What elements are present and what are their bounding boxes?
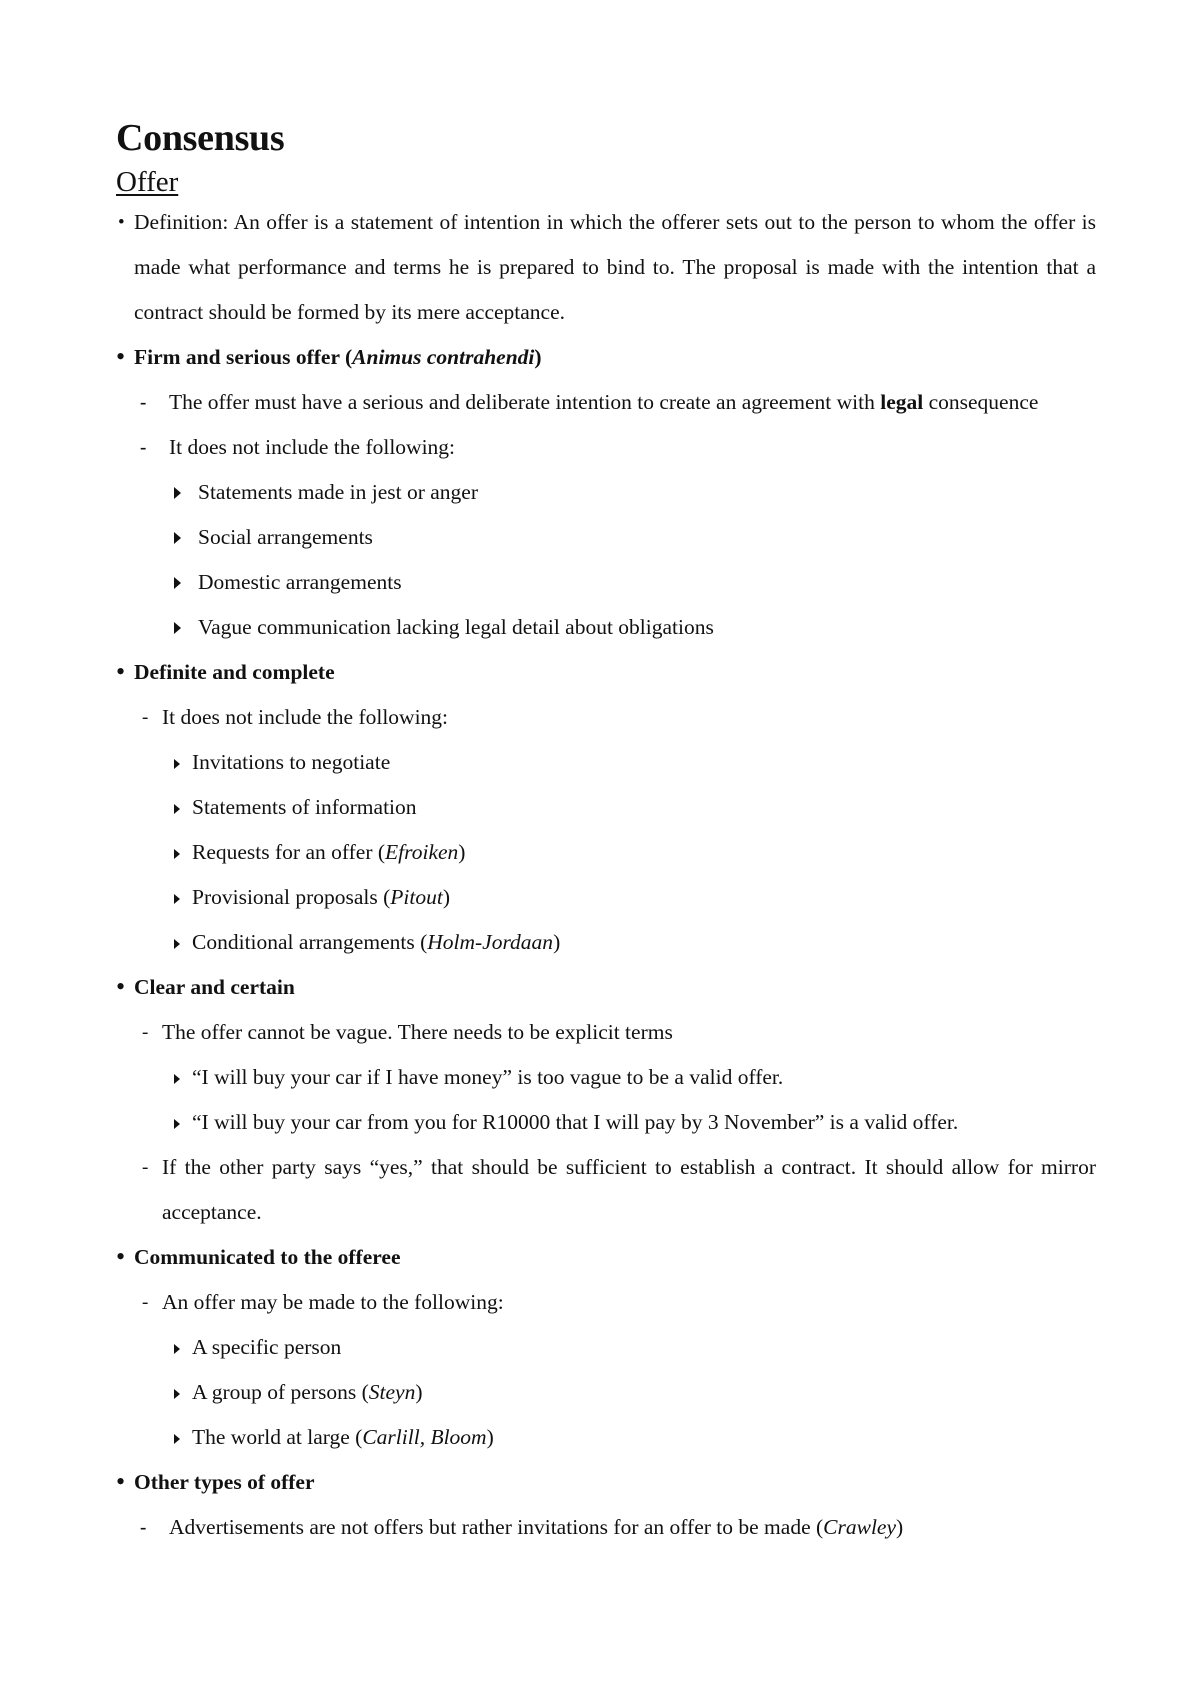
criterion-clear	[116, 965, 1096, 1010]
list-item-text: Statements of information	[192, 795, 417, 819]
criterion-communicated	[116, 1235, 1096, 1280]
definition-item	[116, 200, 1096, 335]
paren-close: )	[415, 1380, 423, 1404]
triangle-bullet-icon	[174, 1370, 180, 1415]
triangle-bullet-icon	[174, 920, 180, 965]
case-name: Pitout	[390, 885, 443, 909]
dash-marker: -	[142, 1022, 149, 1043]
list-item	[116, 1325, 1096, 1370]
paren-close: )	[486, 1425, 494, 1449]
bullet-marker: •	[116, 342, 126, 371]
dash-text: The offer cannot be vague. There needs to be explicit terms	[162, 1020, 673, 1044]
list-item-text: The world at large (	[192, 1425, 363, 1449]
dash-text: It does not include the following:	[169, 435, 456, 459]
dash-marker: -	[142, 1292, 149, 1313]
dash-marker: -	[140, 392, 147, 413]
triangle-bullet-icon	[174, 1415, 180, 1460]
emphasis-legal: legal	[880, 390, 924, 414]
criterion-label: Other types of offer	[134, 1470, 315, 1494]
list-item	[116, 785, 1096, 830]
list-item	[116, 605, 1096, 650]
list-item	[116, 515, 1096, 560]
dash-marker: -	[140, 1517, 147, 1538]
list-item-text: “I will buy your car if I have money” is too vague to be a valid offer.	[192, 1065, 784, 1089]
paren-close: )	[896, 1515, 904, 1539]
latin-term: Animus contrahendi	[352, 345, 535, 369]
bullet-marker: •	[116, 657, 126, 686]
triangle-bullet-icon	[174, 1055, 180, 1100]
case-name: Steyn	[368, 1380, 416, 1404]
list-item-text: “I will buy your car from you for R10000 that I will pay by 3 November” is a valid offer.	[192, 1110, 959, 1134]
list-item	[116, 1055, 1096, 1100]
bullet-marker: •	[116, 1242, 126, 1271]
dash-text: If the other party says “yes,” that should be sufficient to establish a contract. It should allow for mirror acceptance.	[162, 1155, 1096, 1224]
triangle-bullet-icon	[174, 514, 181, 559]
triangle-bullet-icon	[174, 875, 180, 920]
dash-item	[116, 380, 1096, 425]
bullet-marker: •	[116, 972, 126, 1001]
paren-close: )	[458, 840, 466, 864]
bullet-marker: •	[116, 1467, 126, 1496]
triangle-bullet-icon	[174, 1325, 180, 1370]
dash-text: The offer must have a serious and deliberate intention to create an agreement with	[169, 390, 881, 414]
list-item-text: Conditional arrangements (	[192, 930, 428, 954]
list-item-text: A specific person	[192, 1335, 342, 1359]
triangle-bullet-icon	[174, 830, 180, 875]
dash-item	[116, 695, 1096, 740]
dash-text: An offer may be made to the following:	[162, 1290, 504, 1314]
list-item	[116, 1415, 1096, 1460]
triangle-bullet-icon	[174, 469, 181, 514]
triangle-bullet-icon	[174, 1100, 180, 1145]
definition-text	[134, 200, 1096, 335]
list-item-text: Provisional proposals (	[192, 885, 391, 909]
dash-item	[116, 1280, 1096, 1325]
definition-lead: Definition:	[134, 210, 234, 234]
case-name: Efroiken	[385, 840, 459, 864]
document-content	[116, 112, 1096, 1550]
list-item-text: Invitations to negotiate	[192, 750, 391, 774]
list-item-text: A group of persons (	[192, 1380, 369, 1404]
list-item	[116, 1370, 1096, 1415]
triangle-bullet-icon	[174, 559, 181, 604]
case-name: Carlill, Bloom	[362, 1425, 487, 1449]
dash-item	[116, 1010, 1096, 1055]
paren-close: )	[442, 885, 451, 909]
list-item	[116, 1100, 1096, 1145]
criterion-definite	[116, 650, 1096, 695]
list-item	[116, 560, 1096, 605]
list-item-text: Social arrangements	[198, 525, 373, 549]
list-item-text: Statements made in jest or anger	[198, 480, 479, 504]
triangle-bullet-icon	[174, 740, 180, 785]
document-heading: Consensus	[116, 117, 285, 159]
paren-close: )	[553, 930, 561, 954]
criterion-label: Definite and complete	[134, 660, 335, 684]
triangle-bullet-icon	[174, 604, 181, 649]
paren-close: )	[534, 345, 542, 369]
dash-text: It does not include the following:	[162, 705, 449, 729]
list-item-text: Requests for an offer (	[192, 840, 386, 864]
section-heading-offer: Offer	[116, 166, 179, 198]
criterion-label: Communicated to the offeree	[134, 1245, 401, 1269]
triangle-bullet-icon	[174, 785, 180, 830]
dash-marker: -	[142, 707, 149, 728]
list-item-text: Domestic arrangements	[198, 570, 402, 594]
dash-marker: -	[142, 1157, 149, 1178]
bullet-marker: •	[118, 212, 125, 233]
list-item	[116, 830, 1096, 875]
list-item	[116, 920, 1096, 965]
list-item	[116, 470, 1096, 515]
dash-text: Advertisements are not offers but rather invitations for an offer to be made (	[169, 1515, 824, 1539]
list-item-text: Vague communication lacking legal detail about obligations	[198, 615, 714, 639]
list-item	[116, 875, 1096, 920]
criterion-label: Firm and serious offer (	[134, 345, 353, 369]
dash-item	[116, 1505, 1096, 1550]
case-name: Crawley	[823, 1515, 897, 1539]
criterion-firm	[116, 335, 1096, 380]
case-name: Holm-Jordaan	[427, 930, 554, 954]
criterion-other	[116, 1460, 1096, 1505]
definition-body: An offer is a statement of intention in which the offerer sets out to the person to whom the offer is made what performance and terms he is prepared to bind to. The proposal is made with the intention that a contract should be formed by its mere acceptance.	[134, 210, 1096, 324]
dash-text-rest: consequence	[923, 390, 1039, 414]
dash-item	[116, 1145, 1096, 1235]
dash-marker: -	[140, 437, 147, 458]
criterion-label: Clear and certain	[134, 975, 295, 999]
list-item	[116, 740, 1096, 785]
dash-item	[116, 425, 1096, 470]
